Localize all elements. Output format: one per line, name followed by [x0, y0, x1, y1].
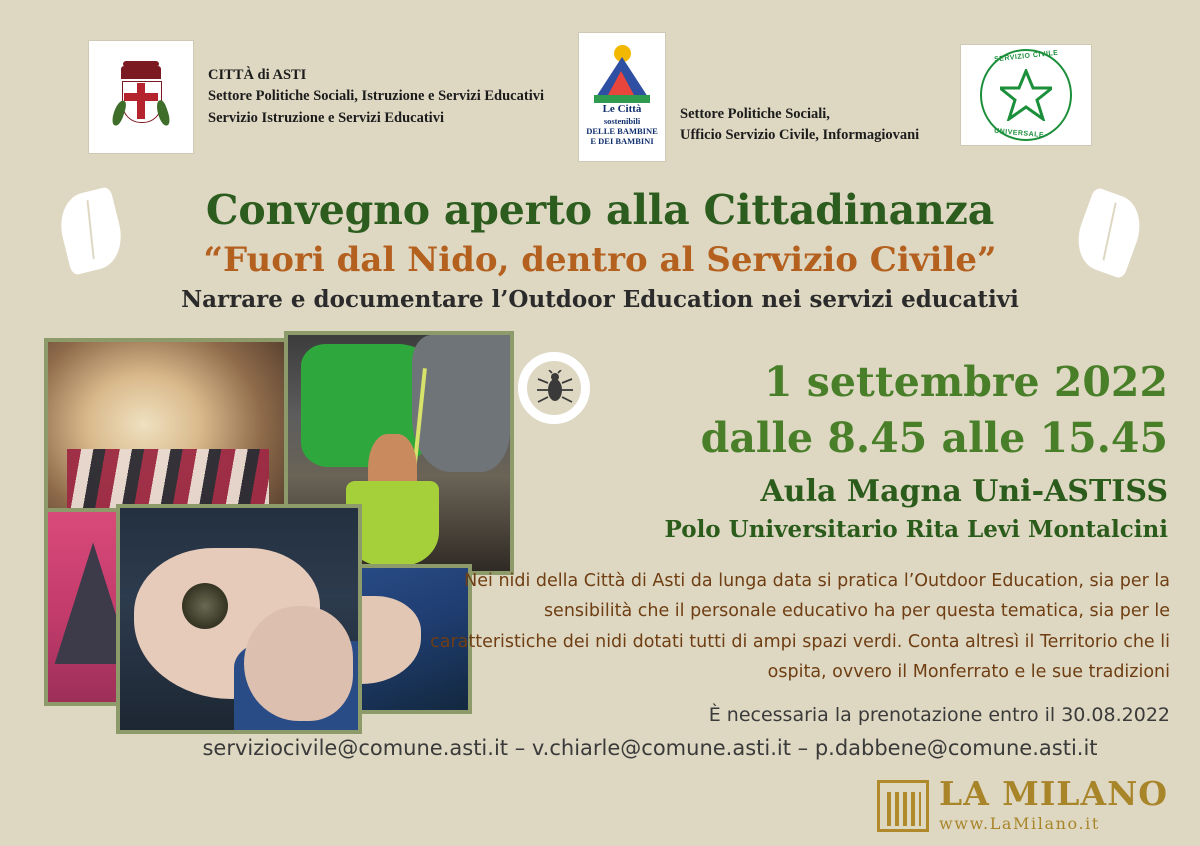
- watermark-title: LA MILANO: [939, 774, 1168, 813]
- sustainable-cities-logo-block: [578, 32, 919, 162]
- page-title: Convegno aperto alla Cittadinanza: [205, 186, 995, 234]
- scu-logo-block: [960, 44, 1092, 146]
- event-description: Nei nidi della Città di Asti da lunga data si pratica l’Outdoor Education, sia per la sensibilità che il personale educativo ha per questa tematica, sia per le caratteristiche dei nidi dotati tutti di ampi spazi verdi. Conta altresì il Territorio che li ospita, ovvero il Monferrato e le sue tradizioni: [430, 571, 1170, 683]
- citta-logo-line-3: DELLE BAMBINE: [586, 125, 658, 136]
- asti-line-2: Settore Politiche Sociali, Istruzione e Servizi Educativi: [208, 88, 544, 105]
- magnifier-with-bug-icon: [512, 352, 604, 470]
- asti-logo-card: [88, 40, 194, 154]
- watermark-url: www.LaMilano.it: [939, 814, 1100, 833]
- photo-hands-with-insect: [116, 504, 362, 734]
- contact-emails: serviziocivile@comune.asti.it – v.chiarle@comune.asti.it – p.dabbene@comune.asti.it: [202, 736, 1098, 760]
- scu-logo-card: [960, 44, 1092, 146]
- asti-logo-texts: [208, 65, 544, 128]
- citta-logo-line-1: Le Città: [602, 103, 642, 115]
- booking-notice: È necessaria la prenotazione entro il 30.08.2022: [708, 704, 1170, 726]
- la-milano-logo-icon: [877, 780, 929, 832]
- sustainable-cities-logo-card: [578, 32, 666, 162]
- scu-bottom-text: UNIVERSALE: [993, 127, 1045, 140]
- asti-line-3: Servizio Istruzione e Servizi Educativi: [208, 109, 444, 126]
- page-subtitle: “Fuori dal Nido, dentro al Servizio Civile”: [203, 240, 997, 280]
- sustainable-cities-logo-icon: [586, 41, 658, 153]
- event-venue-detail: Polo Universitario Rita Levi Montalcini: [664, 516, 1168, 543]
- asti-coat-of-arms-icon: [118, 66, 164, 128]
- event-date: 1 settembre 2022: [763, 358, 1168, 406]
- event-venue: Aula Magna Uni-ASTISS: [760, 474, 1168, 509]
- page-tagline: Narrare e documentare l’Outdoor Education nei servizi educativi: [181, 286, 1019, 313]
- watermark: [877, 774, 1168, 833]
- header-logos: [0, 26, 1200, 166]
- asti-line-1: CITTÀ di ASTI: [208, 67, 307, 84]
- event-time: dalle 8.45 alle 15.45: [700, 414, 1168, 462]
- asti-logo-block: [88, 40, 544, 154]
- servizio-civile-office-texts: [680, 104, 919, 146]
- bug-icon: [536, 370, 574, 408]
- scu-top-text: SERVIZIO CIVILE: [993, 49, 1059, 64]
- citta-office-line-1: Settore Politiche Sociali,: [680, 105, 830, 122]
- citta-office-line-2: Ufficio Servizio Civile, Informagiovani: [680, 127, 920, 143]
- citta-logo-line-4: E DEI BAMBINI: [590, 136, 654, 146]
- servizio-civile-universale-logo-icon: [980, 49, 1072, 141]
- citta-logo-line-2: sostenibili: [603, 115, 641, 126]
